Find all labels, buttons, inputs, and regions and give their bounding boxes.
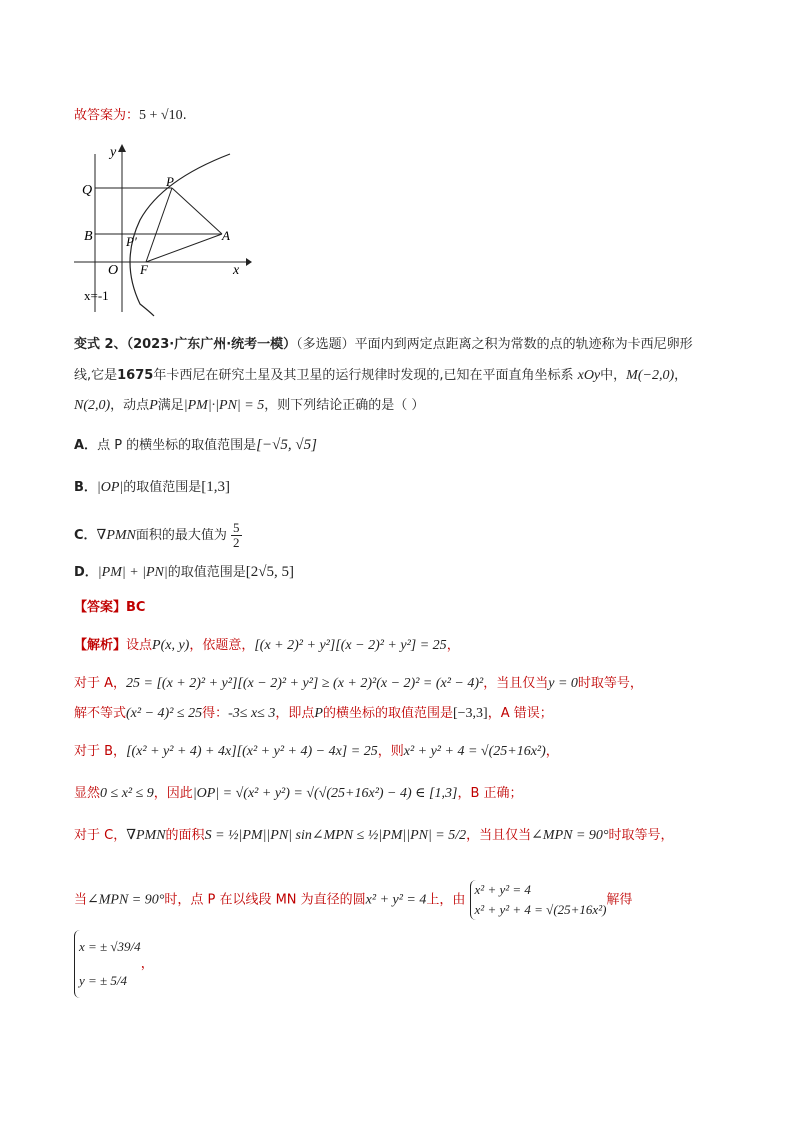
intro-value: 5 + √10 [139,108,183,123]
option-C-fraction [231,521,242,550]
problem-line1: 平面内到两定点距离之积为常数的点的轨迹称为卡西尼卵形 [354,337,693,352]
analysis-l5m: 0 ≤ x² ≤ 9 [100,786,154,801]
problem-line-2 [74,366,687,386]
analysis-l3b: 得： [202,706,229,721]
analysis-line-3 [74,704,553,724]
label-x: x [233,263,240,278]
parabola-curve [130,154,230,316]
option-A-math: [−√5, √5] [256,437,317,453]
analysis-l2eq: 25 = [(x + 2)² + y²][(x − 2)² + y²] ≥ (x + 2)²(x − 2)² = (x² − 4)² [126,676,484,691]
option-A [74,435,317,456]
label-Q: Q [82,183,93,198]
analysis-l4m: x² + y² + 4 = √(25+16x²) [403,744,546,759]
option-B-math: |OP| [96,480,124,495]
option-A-key: A． [74,438,98,453]
problem-cond: |PM|·|PN| = 5 [183,398,265,413]
problem-line2c: 中， [600,368,627,383]
problem-source: （2023·广东广州·统考一模） [126,337,297,352]
analysis-l2b: ，当且仅当 [483,676,549,691]
intro-line [74,106,187,126]
label-O: O [108,263,119,278]
x-axis-arrow [246,258,252,266]
problem-label: 变式 2、 [74,337,127,352]
option-C-num: 5 [233,520,240,535]
label-P-prime: P′ [126,234,137,249]
option-C-den: 2 [233,535,240,550]
analysis-l4eq: [(x² + y² + 4) + 4x][(x² + y² + 4) − 4x] = 25 [126,744,378,759]
analysis-l7b: 时，点 P 在以线段 MN 为直径的圆 [164,892,366,908]
segment-FA [146,234,222,262]
analysis-line-7 [74,880,632,920]
analysis-line-1 [74,636,460,656]
intro-end: . [182,108,187,123]
analysis-l3p: P [314,706,323,721]
label-B: B [84,229,93,244]
option-C-key: C． [74,528,97,543]
analysis-l6m2: ∠MPN = 90° [531,828,609,843]
option-D-key: D． [74,565,98,580]
analysis-l6m: ∇PMN [126,828,166,843]
problem-line2b: 年卡西尼在研究土星及其卫星的运行规律时发现的,已知在平面直角坐标系 [153,368,574,383]
equation-system-2 [74,930,141,998]
option-C [74,521,242,550]
problem-sep: ， [674,368,688,383]
option-D-text: 的取值范围是 [167,565,246,580]
option-D [74,562,294,583]
analysis-l1m: P(x, y) [152,638,190,653]
answer-label: 【答案】 [74,600,127,615]
analysis-line-5 [74,784,523,804]
analysis-l4b: ，则 [377,744,404,759]
analysis-l1eq: [(x + 2)² + y²][(x − 2)² + y²] = 25 [254,638,447,653]
problem-line3a: ，动点 [110,398,150,413]
analysis-l6c: ，当且仅当 [466,828,532,843]
analysis-line-4 [74,742,559,762]
analysis-l6a: 对于 C， [74,828,127,843]
option-B-key: B． [74,480,97,495]
parabola-figure [70,140,260,324]
option-C-math: ∇PMN [96,528,136,543]
problem-line3c: ，则下列结论正确的是（ ） [264,398,425,413]
analysis-line-2 [74,674,643,694]
intro-text: 故答案为： [74,108,140,123]
label-A: A [222,228,230,243]
analysis-l1b: ，依题意， [189,638,255,653]
option-B-text: 的取值范围是 [123,480,202,495]
system-1-eq-1: x² + y² = 4 [474,882,531,897]
option-B-range: [1,3] [201,479,231,495]
analysis-l3m2: -3≤ x≤ 3 [228,706,276,721]
analysis-l3d: 的横坐标的取值范围是 [322,706,453,721]
option-D-range: [2√5, 5] [245,564,294,580]
analysis-l3c: ，即点 [275,706,315,721]
label-directrix: x=-1 [84,288,109,303]
problem-N: N(2,0) [74,398,111,413]
analysis-l1a: 设点 [126,638,153,653]
analysis-l6b: 的面积 [165,828,205,843]
analysis-l7c: 上，由 [426,892,466,908]
analysis-line-6 [74,826,674,846]
label-P: P [166,174,174,189]
answer-line [74,598,145,618]
analysis-l7d: 解得 [606,892,633,908]
label-y: y [110,145,117,160]
option-C-text: 面积的最大值为 [135,528,227,543]
problem-M: M(−2,0) [626,368,675,383]
analysis-l7m2: x² + y² = 4 [365,892,427,908]
analysis-l4a: 对于 B， [74,744,127,759]
analysis-l2c: 时取等号， [577,676,643,691]
problem-line-3 [74,396,424,416]
analysis-l2m: y = 0 [548,676,578,691]
analysis-l6eq: S = ½|PM||PN| sin∠MPN ≤ ½|PM||PN| = 5/2 [204,828,467,843]
problem-line3b: 满足 [157,398,184,413]
analysis-l3m: (x² − 4)² ≤ 25 [126,706,203,721]
answer-value: BC [126,600,146,615]
problem-year: 1675 [117,368,154,383]
analysis-l8end: ， [140,956,154,972]
analysis-l5m2: |OP| = √(x² + y²) = √(√(25+16x²) − 4) ∈ [1,3] [192,786,458,801]
option-A-text: 点 P 的横坐标的取值范围是 [97,438,257,453]
problem-line2a: 线,它是 [74,368,118,383]
analysis-label: 【解析】 [74,638,127,653]
analysis-line-8 [74,930,154,998]
analysis-l3e: ，A 错误； [487,706,553,721]
analysis-l5c: ，B 正确； [457,786,523,801]
analysis-l3m3: [−3,3] [452,706,488,721]
problem-P: P [149,398,158,413]
problem-coord: xOy [577,368,601,383]
analysis-l5b: ，因此 [153,786,193,801]
segment-PA [172,188,222,234]
analysis-l3a: 解不等式 [74,706,127,721]
option-D-math: |PM| + |PN| [97,565,168,580]
analysis-l2a: 对于 A， [74,676,127,691]
analysis-l6d: 时取等号， [608,828,674,843]
analysis-l4c: ， [545,744,559,759]
equation-system-1 [470,880,607,920]
system-2-eq-2: y = ± 5/4 [79,973,128,988]
option-B [74,477,230,498]
y-axis-arrow [118,144,126,152]
analysis-l1c: ， [446,638,460,653]
problem-line-1 [74,335,693,355]
analysis-l7a: 当 [74,892,88,908]
label-F: F [140,262,148,277]
analysis-l7m: ∠MPN = 90° [87,892,165,908]
segment-PF [146,188,172,262]
system-2-eq-1: x = ± √39/4 [79,939,141,954]
problem-type: （多选题） [296,337,355,352]
analysis-l5a: 显然 [74,786,101,801]
system-1-eq-2: x² + y² + 4 = √(25+16x²) [474,902,607,917]
